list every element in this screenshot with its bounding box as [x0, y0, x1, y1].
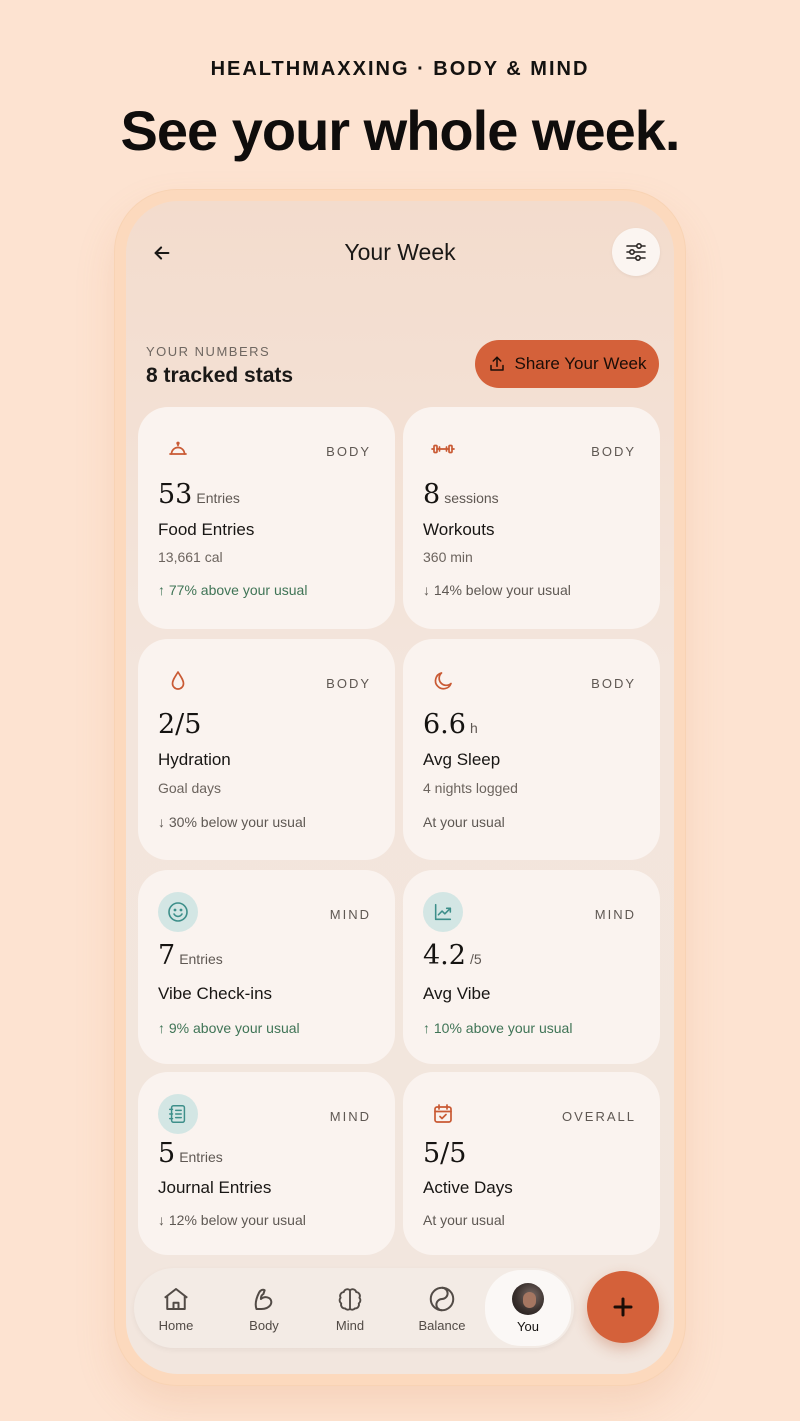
yin-yang-icon: [427, 1284, 457, 1314]
avatar: [512, 1283, 544, 1315]
stat-label: Food Entries: [158, 520, 255, 539]
stat-sub: 13,661 cal: [158, 549, 223, 565]
stat-value-row: [423, 940, 482, 971]
plus-icon: [611, 1295, 635, 1319]
stat-sub: 4 nights logged: [423, 780, 518, 796]
stat-sub: Goal days: [158, 780, 222, 796]
dumbbell-icon: [423, 429, 463, 469]
stat-label: Avg Sleep: [423, 750, 501, 769]
stat-trend: At your usual: [423, 1212, 505, 1228]
stat-unit: Entries: [196, 490, 240, 506]
stat-unit: Entries: [179, 1149, 223, 1165]
stat-unit: /5: [469, 951, 482, 967]
home-icon: [161, 1284, 191, 1314]
stat-value: 4.2: [423, 940, 466, 971]
stat-value-row: [158, 1138, 223, 1169]
nav-item-body[interactable]: [224, 1268, 304, 1348]
nav-label: Balance: [418, 1317, 466, 1333]
nav-item-home[interactable]: [136, 1268, 216, 1348]
stat-card-workouts[interactable]: [403, 407, 660, 629]
droplet-icon: [158, 661, 198, 701]
add-entry-button[interactable]: [587, 1271, 659, 1343]
filter-button[interactable]: [612, 228, 660, 276]
stat-trend: ↓ 30% below your usual: [158, 814, 306, 830]
tracked-stats-count: 8 tracked stats: [146, 364, 294, 387]
stat-card-vibe-check-ins[interactable]: [138, 870, 395, 1064]
stat-value: 2/5: [158, 709, 202, 740]
stat-unit: Entries: [179, 951, 223, 967]
trend-chart-icon: [423, 892, 463, 932]
category-tag: MIND: [594, 907, 636, 922]
nav-item-you[interactable]: [485, 1270, 571, 1346]
stat-trend: At your usual: [423, 814, 505, 830]
stat-value-row: [423, 479, 499, 510]
cloche-icon: [158, 429, 198, 469]
category-tag: BODY: [591, 676, 636, 691]
top-bar: [126, 223, 674, 287]
stat-value-row: [158, 709, 205, 740]
stat-card-avg-vibe[interactable]: [403, 870, 660, 1064]
numbers-label: YOUR NUMBERS: [146, 344, 271, 359]
flexed-arm-icon: [249, 1284, 279, 1314]
stat-label: Active Days: [423, 1178, 513, 1197]
stat-trend: ↑ 10% above your usual: [423, 1020, 573, 1036]
nav-label: Body: [249, 1317, 279, 1333]
moon-icon: [423, 661, 463, 701]
stat-label: Hydration: [158, 750, 231, 769]
marketing-headline: See your whole week.: [120, 99, 680, 162]
sliders-icon: [624, 240, 648, 264]
category-tag: MIND: [329, 907, 371, 922]
stat-value: 5/5: [423, 1138, 467, 1169]
calendar-check-icon: [423, 1094, 463, 1134]
stat-value: 5: [158, 1138, 176, 1169]
stat-label: Avg Vibe: [423, 984, 491, 1003]
stat-card-food-entries[interactable]: [138, 407, 395, 629]
nav-label: Mind: [335, 1317, 365, 1333]
stat-value: 7: [158, 940, 176, 971]
app-eyebrow: HEALTHMAXXING · BODY & MIND: [210, 58, 590, 80]
nav-label: You: [517, 1318, 539, 1334]
stat-unit: sessions: [444, 490, 499, 506]
journal-icon: [158, 1094, 198, 1134]
stat-card-avg-sleep[interactable]: [403, 639, 660, 860]
stat-value-row: [423, 1138, 470, 1169]
phone-screen: [126, 201, 674, 1374]
stat-label: Journal Entries: [158, 1178, 272, 1197]
category-tag: BODY: [326, 676, 371, 691]
stat-card-active-days[interactable]: [403, 1072, 660, 1255]
stat-value: 8: [423, 479, 441, 510]
stat-trend: ↓ 14% below your usual: [423, 582, 571, 598]
category-tag: OVERALL: [562, 1109, 636, 1124]
stat-card-journal-entries[interactable]: [138, 1072, 395, 1255]
nav-label: Home: [158, 1317, 194, 1333]
stat-trend: ↑ 9% above your usual: [158, 1020, 300, 1036]
stat-trend: ↑ 77% above your usual: [158, 582, 308, 598]
category-tag: MIND: [329, 1109, 371, 1124]
bottom-nav: [134, 1268, 574, 1348]
smiley-icon: [158, 892, 198, 932]
stat-card-hydration[interactable]: [138, 639, 395, 860]
stat-value-row: [158, 940, 223, 971]
stat-sub: 360 min: [423, 549, 473, 565]
nav-item-balance[interactable]: [402, 1268, 482, 1348]
stat-value: 6.6: [423, 709, 466, 740]
nav-item-mind[interactable]: [310, 1268, 390, 1348]
page-title: Your Week: [344, 239, 456, 265]
stat-label: Vibe Check-ins: [158, 984, 273, 1003]
category-tag: BODY: [591, 444, 636, 459]
stat-value-row: [158, 479, 240, 510]
stat-value-row: [423, 709, 478, 740]
stat-label: Workouts: [423, 520, 495, 539]
stat-value: 53: [158, 479, 193, 510]
stat-trend: ↓ 12% below your usual: [158, 1212, 306, 1228]
category-tag: BODY: [326, 444, 371, 459]
share-week-button[interactable]: [475, 340, 659, 388]
brain-icon: [334, 1284, 366, 1314]
stat-unit: h: [469, 720, 478, 736]
share-upload-icon: [488, 355, 506, 373]
share-button-label: Share Your Week: [514, 354, 647, 373]
